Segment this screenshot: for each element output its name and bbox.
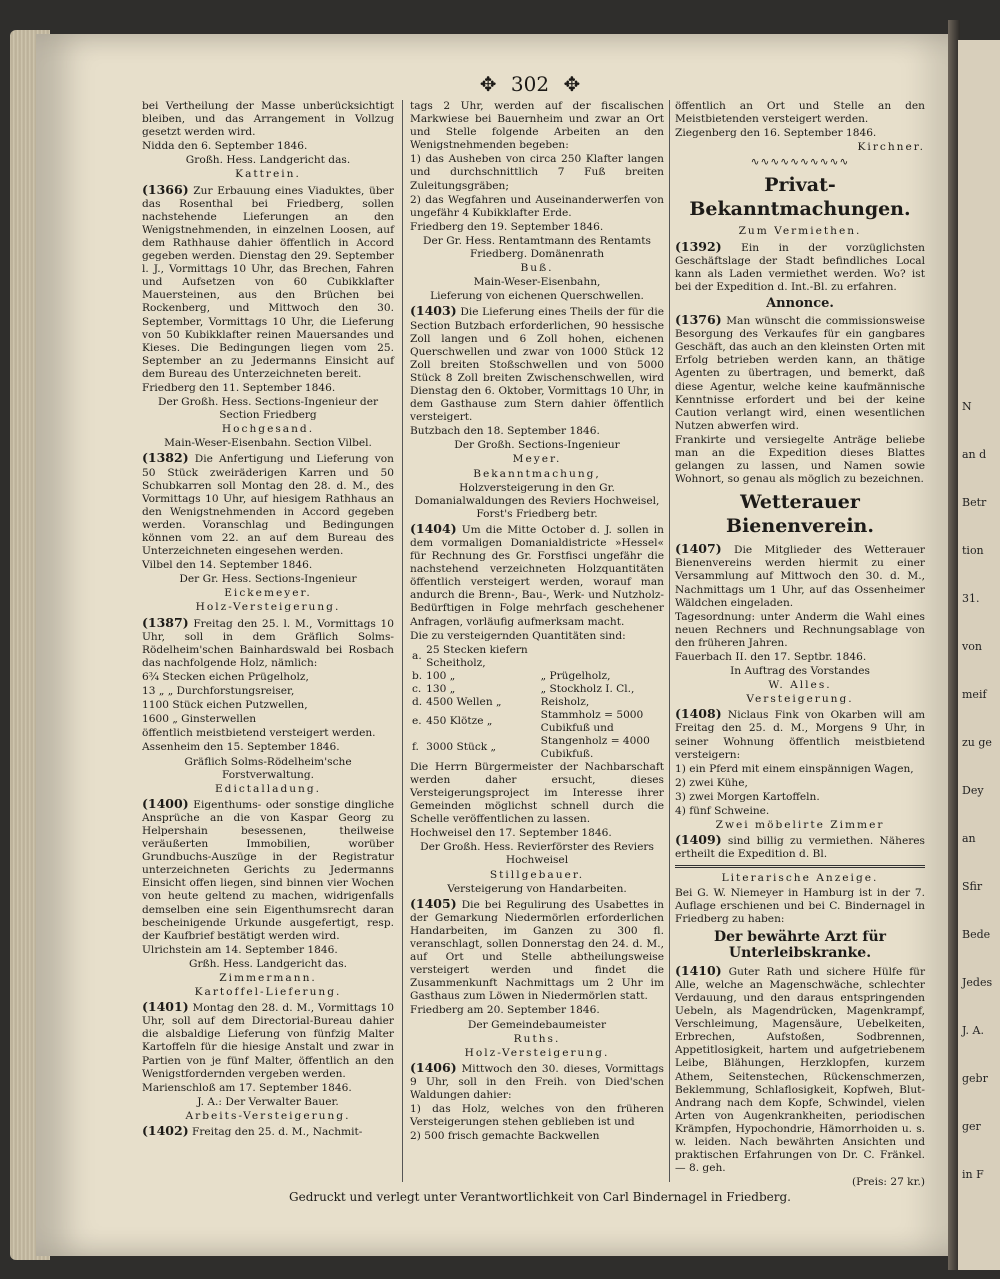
ornament-right-icon: ✥: [563, 72, 581, 96]
notice-paragraph: [142, 1124, 394, 1139]
text-line: In Auftrag des Vorstandes: [730, 665, 870, 678]
column-divider: [402, 100, 403, 1182]
notice-paragraph: [142, 797, 394, 943]
next-page-fragment: an: [962, 832, 976, 845]
text-line: 1) das Holz, welches von den früheren Versteigerungen stehen geblieben ist und: [410, 1103, 664, 1129]
text-line: Der Großh. Hess. Revierförster des Reviers Hochweisel: [420, 841, 654, 867]
notice-number: (1404): [410, 520, 457, 536]
ornament-divider: ∿∿∿∿∿∿∿∿∿∿: [750, 156, 850, 169]
notice-text: Die Anfertigung und Lieferung von 50 Stück zweiräderigen Karren und 50 Schubkarren soll Montag den 28. d. M., des Vormittags 10 Uhr, auf hiesigem Rathhaus an den Wenigstnehmenden in Accord gegeben werden. Voranschlag und Bedingungen können vom 22. an auf dem Bureau des Unterzeichneten eingesehen werden.: [142, 453, 394, 558]
notice-text: Eigenthums- oder sonstige dingliche Ansprüche an die von Kaspar Georg zu Helpershain besessenen, theilweise veräußerten Immobilien, worüber Grundbuchs-Auszüge in der Registratur unterzeichneten Gerichts zu Jedermanns Einsicht offen liegen, sind binnen vier Wochen von heute geltend zu machen, widrigenfalls demselben eine sein Eigenthumsrecht daran bescheinigende Urkunde ausgefertigt, resp. der Kaufbrief bestätigt werden wird.: [142, 798, 395, 942]
next-page-fragment: J. A.: [962, 1024, 984, 1037]
text-line: W. Alles.: [768, 679, 832, 692]
text-line: Vilbel den 14. September 1846.: [142, 559, 313, 572]
notice-text: Man wünscht die commissionsweise Besorgung des Verkaufes für ein gangbares Geschäft, das auch an den kleinsten Orten mit Erfolg betrieben werden kann, an thätige Agenten zu übertragen, und bemerkt, daß diese Agentur, welche keine kaufmännische Kenntnisse erfordert und bei der keine Caution verlangt wird, einen wesentlichen Nutzen abwerfen wird.: [675, 315, 925, 432]
notice-text: Ein in der vorzüglichsten Geschäftslage der Stadt befindliches Local kann als Laden vermiethet werden. Wo? ist bei der Expedition d. Int.-Bl. zu erfahren.: [675, 241, 925, 293]
notice-number: (1407): [675, 541, 722, 557]
notice-number: (1405): [410, 895, 457, 911]
text-line: 1100 Stück eichen Putzwellen,: [142, 699, 308, 712]
notice-number: (1401): [142, 999, 189, 1015]
text-line: Der Großh. Sections-Ingenieur: [454, 439, 620, 452]
quantity-cell: 4500 Wellen „: [426, 695, 502, 708]
next-page-fragment: von: [962, 640, 982, 653]
text-line: Kirchner.: [857, 141, 925, 154]
notice-number: (1410): [675, 962, 722, 978]
quantity-cell: f.: [412, 741, 419, 754]
text-line: Der Großh. Hess. Sections-Ingenieur der Section Friedberg: [157, 396, 379, 422]
text-line: Holz-Versteigerung.: [195, 601, 341, 614]
text-line: Bei G. W. Niemeyer in Hamburg ist in der 7. Auflage erschienen und bei C. Bindernagel in Friedberg zu haben:: [675, 886, 925, 925]
text-line: bei Vertheilung der Masse unberücksichtigt bleiben, und das Arrangement in Vollzug gesetzt werden wird.: [142, 100, 394, 139]
notice-number: (1382): [142, 450, 189, 466]
text-line: Zum Vermiethen.: [738, 225, 862, 238]
notice-paragraph: [142, 1000, 394, 1081]
text-line: Frankirte und versiegelte Anträge beliebe man an die Expedition dieses Blattes gelangen zu lassen, und Namen sowie Wohnort, so genau als möglich zu bezeichnen.: [675, 433, 925, 486]
column-left: [142, 100, 394, 1140]
notice-text: Mittwoch den 30. dieses, Vormittags 9 Uhr, soll in den Freih. von Died'schen Waldungen dahier:: [410, 1062, 664, 1101]
text-line: Hochweisel den 17. September 1846.: [410, 827, 612, 840]
notice-paragraph: [142, 616, 394, 670]
text-line: Friedberg am 20. September 1846.: [410, 1004, 600, 1017]
text-line: 1600 „ Ginsterwellen: [142, 713, 257, 726]
notice-number: (1408): [675, 706, 722, 722]
notice-number: (1402): [142, 1123, 189, 1139]
text-line: Meyer.: [512, 453, 562, 466]
column-middle-bottom: [410, 761, 664, 1144]
next-page-edge: [958, 40, 1000, 1270]
text-line: Friedberg den 19. September 1846.: [410, 220, 604, 233]
notice-number: (1403): [410, 303, 457, 319]
quantity-row: [410, 735, 664, 761]
notice-paragraph: [675, 707, 925, 761]
text-line: Arbeits-Versteigerung.: [185, 1109, 351, 1122]
next-page-fragment: Jedes: [962, 976, 993, 989]
page-number-text: 302: [510, 72, 550, 96]
text-line: J. A.: Der Verwalter Bauer.: [197, 1095, 339, 1108]
text-line: Buß.: [520, 262, 554, 275]
notice-paragraph: [675, 964, 925, 1176]
notice-text: Niclaus Fink von Okarben will am Freitag den 25. d. M., Morgens 9 Uhr, in seiner Wohnung öffentlich meistbietend versteigern:: [675, 709, 926, 761]
text-line: Versteigerung.: [746, 693, 854, 706]
next-page-fragment: ger: [962, 1120, 981, 1133]
text-line: Main-Weser-Eisenbahn,: [473, 276, 601, 289]
text-line: Hochgesand.: [221, 423, 315, 436]
text-line: öffentlich an Ort und Stelle an den Meistbietenden versteigert werden.: [675, 100, 925, 126]
notice-paragraph: [142, 451, 394, 558]
next-page-fragment: Betr: [962, 496, 987, 509]
book-title: Der bewährte Arzt für Unterleibskranke.: [713, 928, 887, 961]
notice-paragraph: [675, 833, 925, 861]
column-middle-top: [410, 100, 664, 643]
divider-rule: [675, 865, 925, 868]
notice-paragraph: [410, 897, 664, 1004]
section-heading: Privat-Bekanntmachungen.: [689, 174, 911, 221]
next-page-fragment: Dey: [962, 784, 984, 797]
column-middle: [410, 100, 664, 1144]
quantity-cell: 25 Stecken kiefern Scheitholz,: [426, 643, 528, 669]
text-line: Friedberg den 11. September 1846.: [142, 381, 336, 394]
quantity-cell: b.: [412, 669, 423, 682]
text-line: 4) fünf Schweine.: [675, 805, 770, 818]
text-line: Ruths.: [513, 1032, 561, 1045]
next-page-fragment: an d: [962, 448, 987, 461]
text-line: 3) zwei Morgen Kartoffeln.: [675, 790, 820, 803]
notice-number: (1387): [142, 614, 189, 630]
quantity-cell: 100 „: [426, 669, 456, 682]
notice-text: Die Lieferung eines Theils der für die Section Butzbach erforderlichen, 90 hessische Zoll langen und 6 Zoll hohen, eichenen Querschwellen und zwar von 1000 Stück 12 Zoll breiten Stoßschwellen und von 5000 Stück 8 Zoll breiten Zwischenschwellen, wird Dienstag den 6. Oktober, Vormittags 10 Uhr, in dem Gasthause zum Stern dahier öffentlich versteigert.: [410, 306, 664, 424]
notice-paragraph: [410, 304, 664, 424]
text-line: 6¾ Stecken eichen Prügelholz,: [142, 670, 309, 683]
notice-number: (1366): [142, 181, 189, 197]
text-line: Assenheim den 15. September 1846.: [142, 741, 340, 754]
text-line: Der Gr. Hess. Sections-Ingenieur: [179, 573, 357, 586]
text-line: Eickemeyer.: [224, 587, 312, 600]
quantity-cell: d.: [412, 695, 423, 708]
text-line: Kartoffel-Lieferung.: [194, 986, 342, 999]
quantities-table: [410, 644, 664, 761]
notice-number: (1376): [675, 312, 722, 328]
notice-text: Guter Rath und sichere Hülfe für Alle, welche an Magenschwäche, schlechter Verdauung, und den daraus entspringenden Uebeln, als Magendrücken, Magenkrampf, Verschleimung, Magensäure, Uebelkeiten, Erbrechen, Aufstoßen, Sodbrennen, Appetitlosigkeit, hartem und aufgetriebenem Leibe, Blähungen, Herzklopfen, kurzem Athem, Seitenstechen, Rückenschmerzen, Beklemmung, Schlaflosigkeit, Kopfweh, Blut-Andrang nach dem Kopfe, Schwindel, vielen Arten von Augenkrankheiten, periodischen Krämpfen, Hypochondrie, Hämorrhoiden u. s. w. leiden. Nach bewährten Ansichten und praktischen Erfahrungen von Dr. C. Fränkel. — 8. geh.: [675, 965, 926, 1175]
section-heading: Wetterauer Bienenverein.: [726, 491, 874, 538]
text-line: 2) 500 frisch gemachte Backwellen: [410, 1130, 600, 1143]
notice-paragraph: [142, 183, 394, 381]
text-line: Stillgebauer.: [489, 868, 585, 881]
text-line: Holzversteigerung in den Gr. Domanialwaldungen des Reviers Hochweisel, Forst's Friedberg betr.: [414, 481, 660, 520]
notice-text: Freitag den 25. d. M., Nachmit-: [192, 1126, 363, 1139]
text-line: Tagesordnung: unter Anderm die Wahl eines neuen Rechners und Rechnungsablage von den früheren Jahren.: [675, 610, 925, 649]
next-page-fragment: Bede: [962, 928, 991, 941]
text-line: Der Gemeindebaumeister: [467, 1018, 607, 1031]
notice-paragraph: [675, 313, 925, 433]
notice-number: (1392): [675, 238, 722, 254]
text-line: Butzbach den 18. September 1846.: [410, 425, 600, 438]
next-page-fragment: 31.: [962, 592, 980, 605]
quantity-cell: „ Stockholz I. Cl.,: [540, 682, 635, 695]
next-page-fragment: zu ge: [962, 736, 992, 749]
next-page-fragment: N: [962, 400, 972, 413]
notice-number: (1406): [410, 1059, 457, 1075]
text-line: Edictalladung.: [214, 782, 322, 795]
text-line: Zwei möbelirte Zimmer: [715, 819, 885, 832]
notice-text: Die bei Regulirung des Usabettes in der Gemarkung Niedermörlen erforderlichen Handarbeiten, im Ganzen zu 300 fl. veranschlagt, sollen Donnerstag den 24. d. M., auf Ort und Stelle abtheilungsweise versteigert werden und findet die Zusammenkunft Nachmittags um 2 Uhr im Gasthaus zum Löwen in Niedermörlen statt.: [410, 898, 664, 1003]
notice-paragraph: [675, 542, 925, 609]
quantity-cell: 130 „: [426, 682, 456, 695]
notice-text: sind billig zu vermiethen. Näheres ertheilt die Expedition d. Bl.: [675, 835, 925, 861]
quantity-cell: Stangenholz = 4000 Cubikfuß.: [540, 734, 650, 760]
notice-text: Montag den 28. d. M., Vormittags 10 Uhr, soll auf dem Directorial-Bureau dahier die alsbaldige Lieferung von fünfzig Malter Kartoffeln für die hiesige Anstalt und zwar in Partien von je fünf Malter, öffentlich an den Wenigstfordernden vergeben werden.: [142, 1002, 394, 1080]
quantity-cell: a.: [412, 650, 422, 663]
quantity-cell: Stammholz = 5000 Cubikfuß und: [540, 708, 644, 734]
quantity-cell: [539, 644, 664, 670]
quantity-cell: 450 Klötze „: [426, 715, 493, 728]
text-line: Fauerbach II. den 17. Septbr. 1846.: [675, 651, 867, 663]
quantity-cell: 3000 Stück „: [426, 741, 497, 754]
quantity-row: [410, 709, 664, 735]
quantity-row: [410, 696, 664, 709]
text-line: Ulrichstein am 14. September 1846.: [142, 943, 338, 956]
text-line: 13 „ „ Durchforstungsreiser,: [142, 685, 295, 698]
quantity-cell: e.: [412, 715, 422, 728]
imprint-footer: Gedruckt und verlegt unter Verantwortlichkeit von Carl Bindernagel in Friedberg.: [289, 1190, 791, 1204]
text-line: Gräflich Solms-Rödelheim'sche Forstverwaltung.: [184, 755, 352, 781]
quantity-cell: c.: [412, 682, 422, 695]
text-line: Die zu versteigernden Quantitäten sind:: [410, 629, 626, 642]
next-page-fragment: gebr: [962, 1072, 988, 1085]
next-page-fragment: meif: [962, 688, 987, 701]
quantity-cell: „ Prügelholz,: [540, 669, 611, 682]
text-line: Versteigerung von Handarbeiten.: [447, 882, 627, 895]
column-divider: [669, 100, 670, 1182]
text-line: Lieferung von eichenen Querschwellen.: [430, 290, 644, 303]
column-right: [675, 100, 925, 1190]
notice-paragraph: [410, 522, 664, 629]
notice-paragraph: [410, 1061, 664, 1102]
page-number: [470, 72, 590, 96]
quantity-row: [410, 644, 664, 670]
notice-text: Um die Mitte October d. J. sollen in dem vormaligen Domanialdistricte »Hessel« für Rechnung des Gr. Forstfisci ungefähr die nachstehend verzeichneten Holzquantitäten öffentlich versteigert werden, worauf man andurch die Brenn-, Bau-, Werk- und Nutzholz-Bedürftigen in Folge mehrfach geschehener Anfragen, vorläufig aufmerksam macht.: [410, 523, 664, 628]
notice-number: (1400): [142, 795, 189, 811]
text-line: tags 2 Uhr, werden auf der fiscalischen Markwiese bei Bauernheim und zwar an Ort und Stelle folgende Arbeiten an den Wenigstnehmenden begeben:: [410, 100, 664, 152]
text-line: Marienschloß am 17. September 1846.: [142, 1081, 352, 1094]
text-line: öffentlich meistbietend versteigert werden.: [142, 727, 376, 740]
notice-paragraph: [675, 240, 925, 294]
text-line: Zimmermann.: [219, 972, 317, 984]
text-line: 2) zwei Kühe,: [675, 776, 748, 789]
ornament-left-icon: ✥: [479, 72, 497, 96]
notice-text: Zur Erbauung eines Viaduktes, über das Rosenthal bei Friedberg, sollen nachstehende Lieferungen an den Wenigstnehmenden, in einzelnen Loosen, auf dem Rathhause dahier öffentlich in Accord gegeben werden. Dienstag den 29. September l. J., Vormittags 10 Uhr, das Brechen, Fahren und Aufsetzen von 60 Cubikklafter Mauersteinen, aus den Brüchen bei Rockenberg, und Mittwoch den 30. September, Vormittags 10 Uhr, die Lieferung von 50 Kubikklafter reinen Mauersandes und Kieses. Die Bedingungen liegen vom 25. September an zu Jedermanns Einsicht auf dem Bureau des Unterzeichneten bereit.: [142, 184, 394, 380]
text-line: (Preis: 27 kr.): [851, 1176, 925, 1189]
notice-text: Freitag den 25. l. M., Vormittags 10 Uhr, soll in dem Gräflich Solms-Rödelheim'schen Bainhardswald bei Rosbach das nachfolgende Holz, nämlich:: [142, 617, 394, 669]
text-line: Ziegenberg den 16. September 1846.: [675, 127, 877, 140]
notice-number: (1409): [675, 832, 722, 848]
text-line: 1) ein Pferd mit einem einspännigen Wagen,: [675, 762, 914, 775]
quantity-cell: Reisholz,: [540, 695, 590, 708]
text-line: Bekanntmachung,: [473, 467, 601, 480]
text-line: Literarische Anzeige.: [721, 872, 879, 885]
next-page-fragment: tion: [962, 544, 984, 557]
text-line: Die Herrn Bürgermeister der Nachbarschaft werden daher ersucht, dieses Versteigerungsproject im Interesse ihrer Gemeinden möglichst schnell durch die Schelle veröffentlichen zu lassen.: [410, 760, 664, 826]
next-page-fragment: in F: [962, 1168, 984, 1181]
section-heading: Annonce.: [766, 295, 834, 311]
quantity-row: [410, 683, 664, 696]
text-line: Main-Weser-Eisenbahn. Section Vilbel.: [164, 437, 372, 450]
text-line: Holz-Versteigerung.: [464, 1046, 610, 1059]
quantity-row: [410, 670, 664, 683]
text-line: 1) das Ausheben von circa 250 Klafter langen und durchschnittlich 7 Fuß breiten Zuleitungsgräben;: [410, 153, 664, 192]
text-line: 2) das Wegfahren und Auseinanderwerfen von ungefähr 4 Kubikklafter Erde.: [410, 193, 664, 219]
text-line: Nidda den 6. September 1846.: [142, 140, 308, 153]
notice-text: Die Mitglieder des Wetterauer Bienenvereins werden hiermit zu einer Versammlung auf Mittwoch den 30. d. M., Nachmittags um 1 Uhr, auf das Ossenheimer Wäldchen eingeladen.: [675, 544, 925, 609]
text-line: Großh. Hess. Landgericht das.: [185, 154, 351, 167]
text-line: Grßh. Hess. Landgericht das.: [188, 957, 348, 970]
text-line: Kattrein.: [235, 168, 301, 181]
text-line: Der Gr. Hess. Rentamtmann des Rentamts Friedberg. Domänenrath: [423, 234, 651, 261]
next-page-fragment: Sfir: [962, 880, 983, 893]
